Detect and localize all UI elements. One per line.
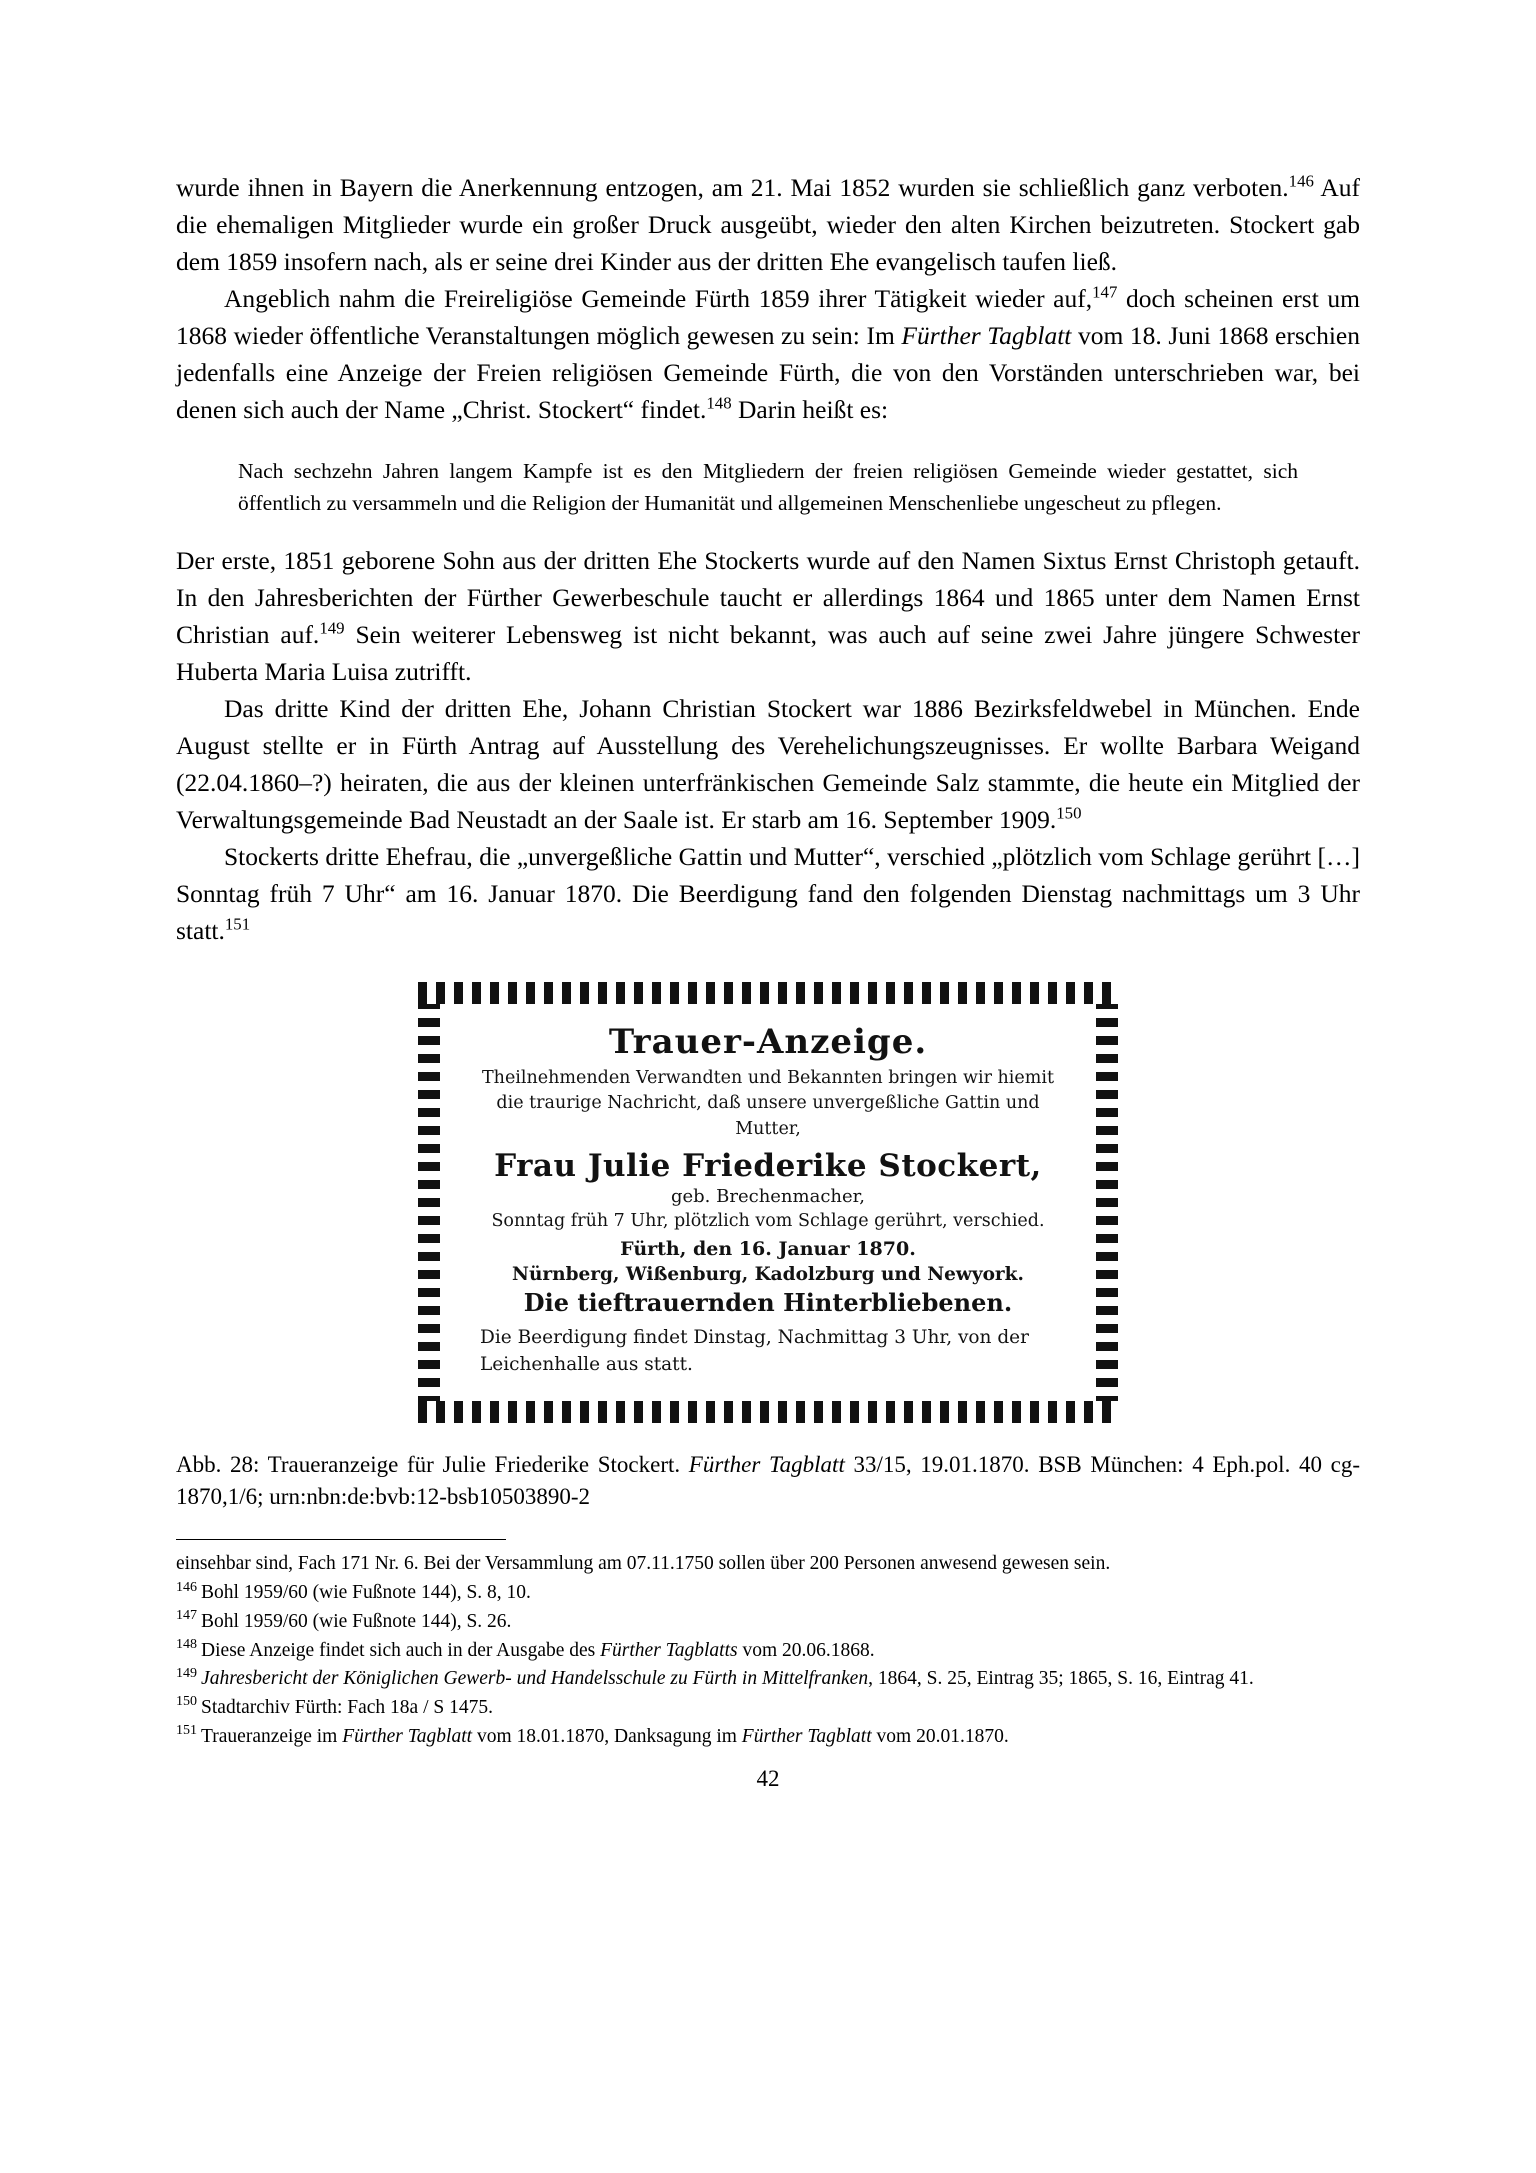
text-run: Darin heißt es: <box>731 394 889 424</box>
obituary-place-date: Fürth, den 16. Januar 1870. <box>620 1238 916 1261</box>
block-quote <box>176 455 1360 520</box>
footnote-item <box>176 1665 1360 1693</box>
footnote-item <box>176 1694 1360 1722</box>
footnote-number: 146 <box>176 1578 198 1595</box>
obituary-survivors: Die tieftrauernden Hinterbliebenen. <box>523 1288 1013 1318</box>
italic-text: Fürther Tagblatt <box>901 320 1072 350</box>
obituary-title: Trauer-Anzeige. <box>608 1021 928 1062</box>
paragraph <box>176 170 1360 281</box>
text-run: Stockerts dritte Ehefrau, die „unvergeßliche Gattin und Mutter“, verschied „plötzlich vom Schlage gerührt […] Sonntag früh 7 Uhr“ am 16. Januar 1870. Die Beerdigung fand den folgenden Dienstag nachmittags um 3 Uhr statt. <box>176 842 1360 945</box>
figure-caption-source: Fürther Tagblatt <box>688 1452 845 1478</box>
paragraph-list-middle <box>176 543 1360 950</box>
obituary-notice <box>418 982 1118 1423</box>
figure-caption-label: Abb. 28: <box>176 1452 260 1478</box>
obituary-line-2: die traurige Nachricht, daß unsere unvergeßliche Gattin und Mutter, <box>496 1093 1040 1139</box>
text-run: vom 20.01.1870. <box>871 1725 1009 1747</box>
paragraph <box>176 691 1360 839</box>
text-run: Bohl 1959/60 (wie Fußnote 144), S. 8, 10. <box>201 1582 531 1604</box>
footnote-item <box>176 1579 1360 1607</box>
paragraph <box>176 281 1360 429</box>
text-run: Bohl 1959/60 (wie Fußnote 144), S. 26. <box>201 1610 512 1632</box>
paragraph <box>176 839 1360 950</box>
text-run: vom 20.06.1868. <box>737 1639 875 1661</box>
body-text-top <box>176 170 1360 429</box>
obituary-funeral-info: Die Beerdigung findet Dinstag, Nachmittag 3 Uhr, von der Leichenhalle aus statt. <box>480 1327 1029 1376</box>
footnote-item <box>176 1608 1360 1636</box>
footnote-marker: 150 <box>1056 803 1082 823</box>
figure-obituary <box>176 982 1360 1423</box>
text-run: Sein weiterer Lebensweg ist nicht bekannt, was auch auf seine zwei Jahre jüngere Schwester Huberta Maria Luisa zutrifft. <box>176 620 1360 687</box>
obituary-border <box>418 982 1118 1423</box>
text-run: vom 18.01.1870, Danksagung im <box>472 1725 742 1747</box>
figure-caption-text2: 33/15, 19.01.1870. BSB München: 4 Eph.pol. 40 cg-1870,1/6; urn:nbn:de:bvb:12-bsb10503890-2 <box>176 1452 1360 1510</box>
block-quote-text: Nach sechzehn Jahren langem Kampfe ist es den Mitgliedern der freien religiösen Gemeinde wieder gestattet, sich öffentlich zu versammeln und die Religion der Humanität und allgemeinen Menschenliebe ungescheut zu pflegen. <box>238 458 1298 516</box>
footnote-marker: 146 <box>1288 171 1314 191</box>
text-run: Diese Anzeige findet sich auch in der Ausgabe des <box>201 1639 601 1661</box>
obituary-line-1: Theilnehmenden Verwandten und Bekannten bringen wir hiemit <box>482 1067 1054 1088</box>
text-run: vom 18. Juni 1868 erschien jedenfalls eine Anzeige der Freien religiösen Gemeinde Fürth, die von den Vorständen unterschrieben war, bei denen sich auch der Name „Christ. Stockert“ findet. <box>176 320 1360 424</box>
paragraph-list-top <box>176 170 1360 429</box>
footnote-marker: 149 <box>319 618 345 638</box>
text-run: , 1864, S. 25, Eintrag 35; 1865, S. 16, Eintrag 41. <box>868 1668 1254 1690</box>
obituary-cities: Nürnberg, Wißenburg, Kadolzburg und Newyork. <box>512 1264 1024 1286</box>
obituary-line-3: Sonntag früh 7 Uhr, plötzlich vom Schlage gerührt, verschied. <box>491 1211 1045 1232</box>
text-run: Das dritte Kind der dritten Ehe, Johann Christian Stockert war 1886 Bezirksfeldwebel in München. Ende August stellte er in Fürth Antrag auf Ausstellung des Verehelichungszeugnisses. Er wollte Barbara Weigand (22.04.1860–?) heiraten, die aus der kleinen unterfränkischen Gemeinde Salz stammte, die heute ein Mitglied der Verwaltungsgemeinde Bad Neustadt an der Saale ist. Er starb am 16. September 1909. <box>176 694 1360 835</box>
text-run: doch scheinen erst um 1868 wieder öffentliche Veranstaltungen möglich gewesen zu sein: Im <box>176 283 1361 350</box>
footnote-separator <box>176 1539 506 1540</box>
figure-caption <box>176 1449 1360 1513</box>
text-run: Der erste, 1851 geborene Sohn aus der dritten Ehe Stockerts wurde auf den Namen Sixtus Ernst Christoph getauft. In den Jahresberichten der Fürther Gewerbeschule taucht er allerdings 1864 und 1865 unter dem Namen Ernst Christian auf. <box>176 546 1360 650</box>
figure-caption-text1: Traueranzeige für Julie Friederike Stockert. <box>259 1452 689 1478</box>
footnote-item <box>176 1550 1360 1578</box>
text-run: Traueranzeige im <box>201 1725 343 1747</box>
footnote-number: 147 <box>176 1607 198 1624</box>
footnote-marker: 148 <box>706 393 732 413</box>
text-run: Auf die ehemaligen Mitglieder wurde ein großer Druck ausgeübt, wieder den alten Kirchen beizutreten. Stockert gab dem 1859 insofern nach, als er seine drei Kinder aus der dritten Ehe evangelisch taufen ließ. <box>176 173 1361 276</box>
obituary-deceased-name: Frau Julie Friederike Stockert, <box>494 1148 1042 1185</box>
italic-text: Fürther Tagblatts <box>600 1639 738 1661</box>
obituary-maiden-name: geb. Brechenmacher, <box>670 1186 866 1208</box>
text-run: Angeblich nahm die Freireligiöse Gemeinde Fürth 1859 ihrer Tätigkeit wieder auf, <box>224 283 1093 313</box>
text-run: wurde ihnen in Bayern die Anerkennung entzogen, am 21. Mai 1852 wurden sie schließlich ganz verboten. <box>176 173 1289 202</box>
italic-text: Jahresbericht der Königlichen Gewerb- und Handelsschule zu Fürth in Mittelfranken <box>201 1668 869 1690</box>
footnote-item <box>176 1637 1360 1665</box>
body-text-middle <box>176 543 1360 950</box>
footnote-marker: 147 <box>1092 282 1118 302</box>
italic-text: Fürther Tagblatt <box>342 1725 473 1747</box>
footnote-item <box>176 1723 1360 1751</box>
footnote-marker: 151 <box>224 914 251 934</box>
footnote-number: 149 <box>176 1664 198 1681</box>
italic-text: Fürther Tagblatt <box>741 1725 872 1747</box>
page-number: 42 <box>756 1766 780 1792</box>
obituary-content <box>444 1008 1092 1397</box>
footnote-number: 148 <box>176 1636 198 1652</box>
footnote-list <box>176 1550 1360 1750</box>
footnote-number: 151 <box>176 1722 198 1739</box>
text-run: Stadtarchiv Fürth: Fach 18a / S 1475. <box>201 1696 493 1718</box>
paragraph <box>176 543 1360 691</box>
text-run: einsehbar sind, Fach 171 Nr. 6. Bei der Versammlung am 07.11.1750 sollen über 200 Personen anwesend gewesen sein. <box>176 1553 1111 1575</box>
footnote-number: 150 <box>176 1693 198 1710</box>
